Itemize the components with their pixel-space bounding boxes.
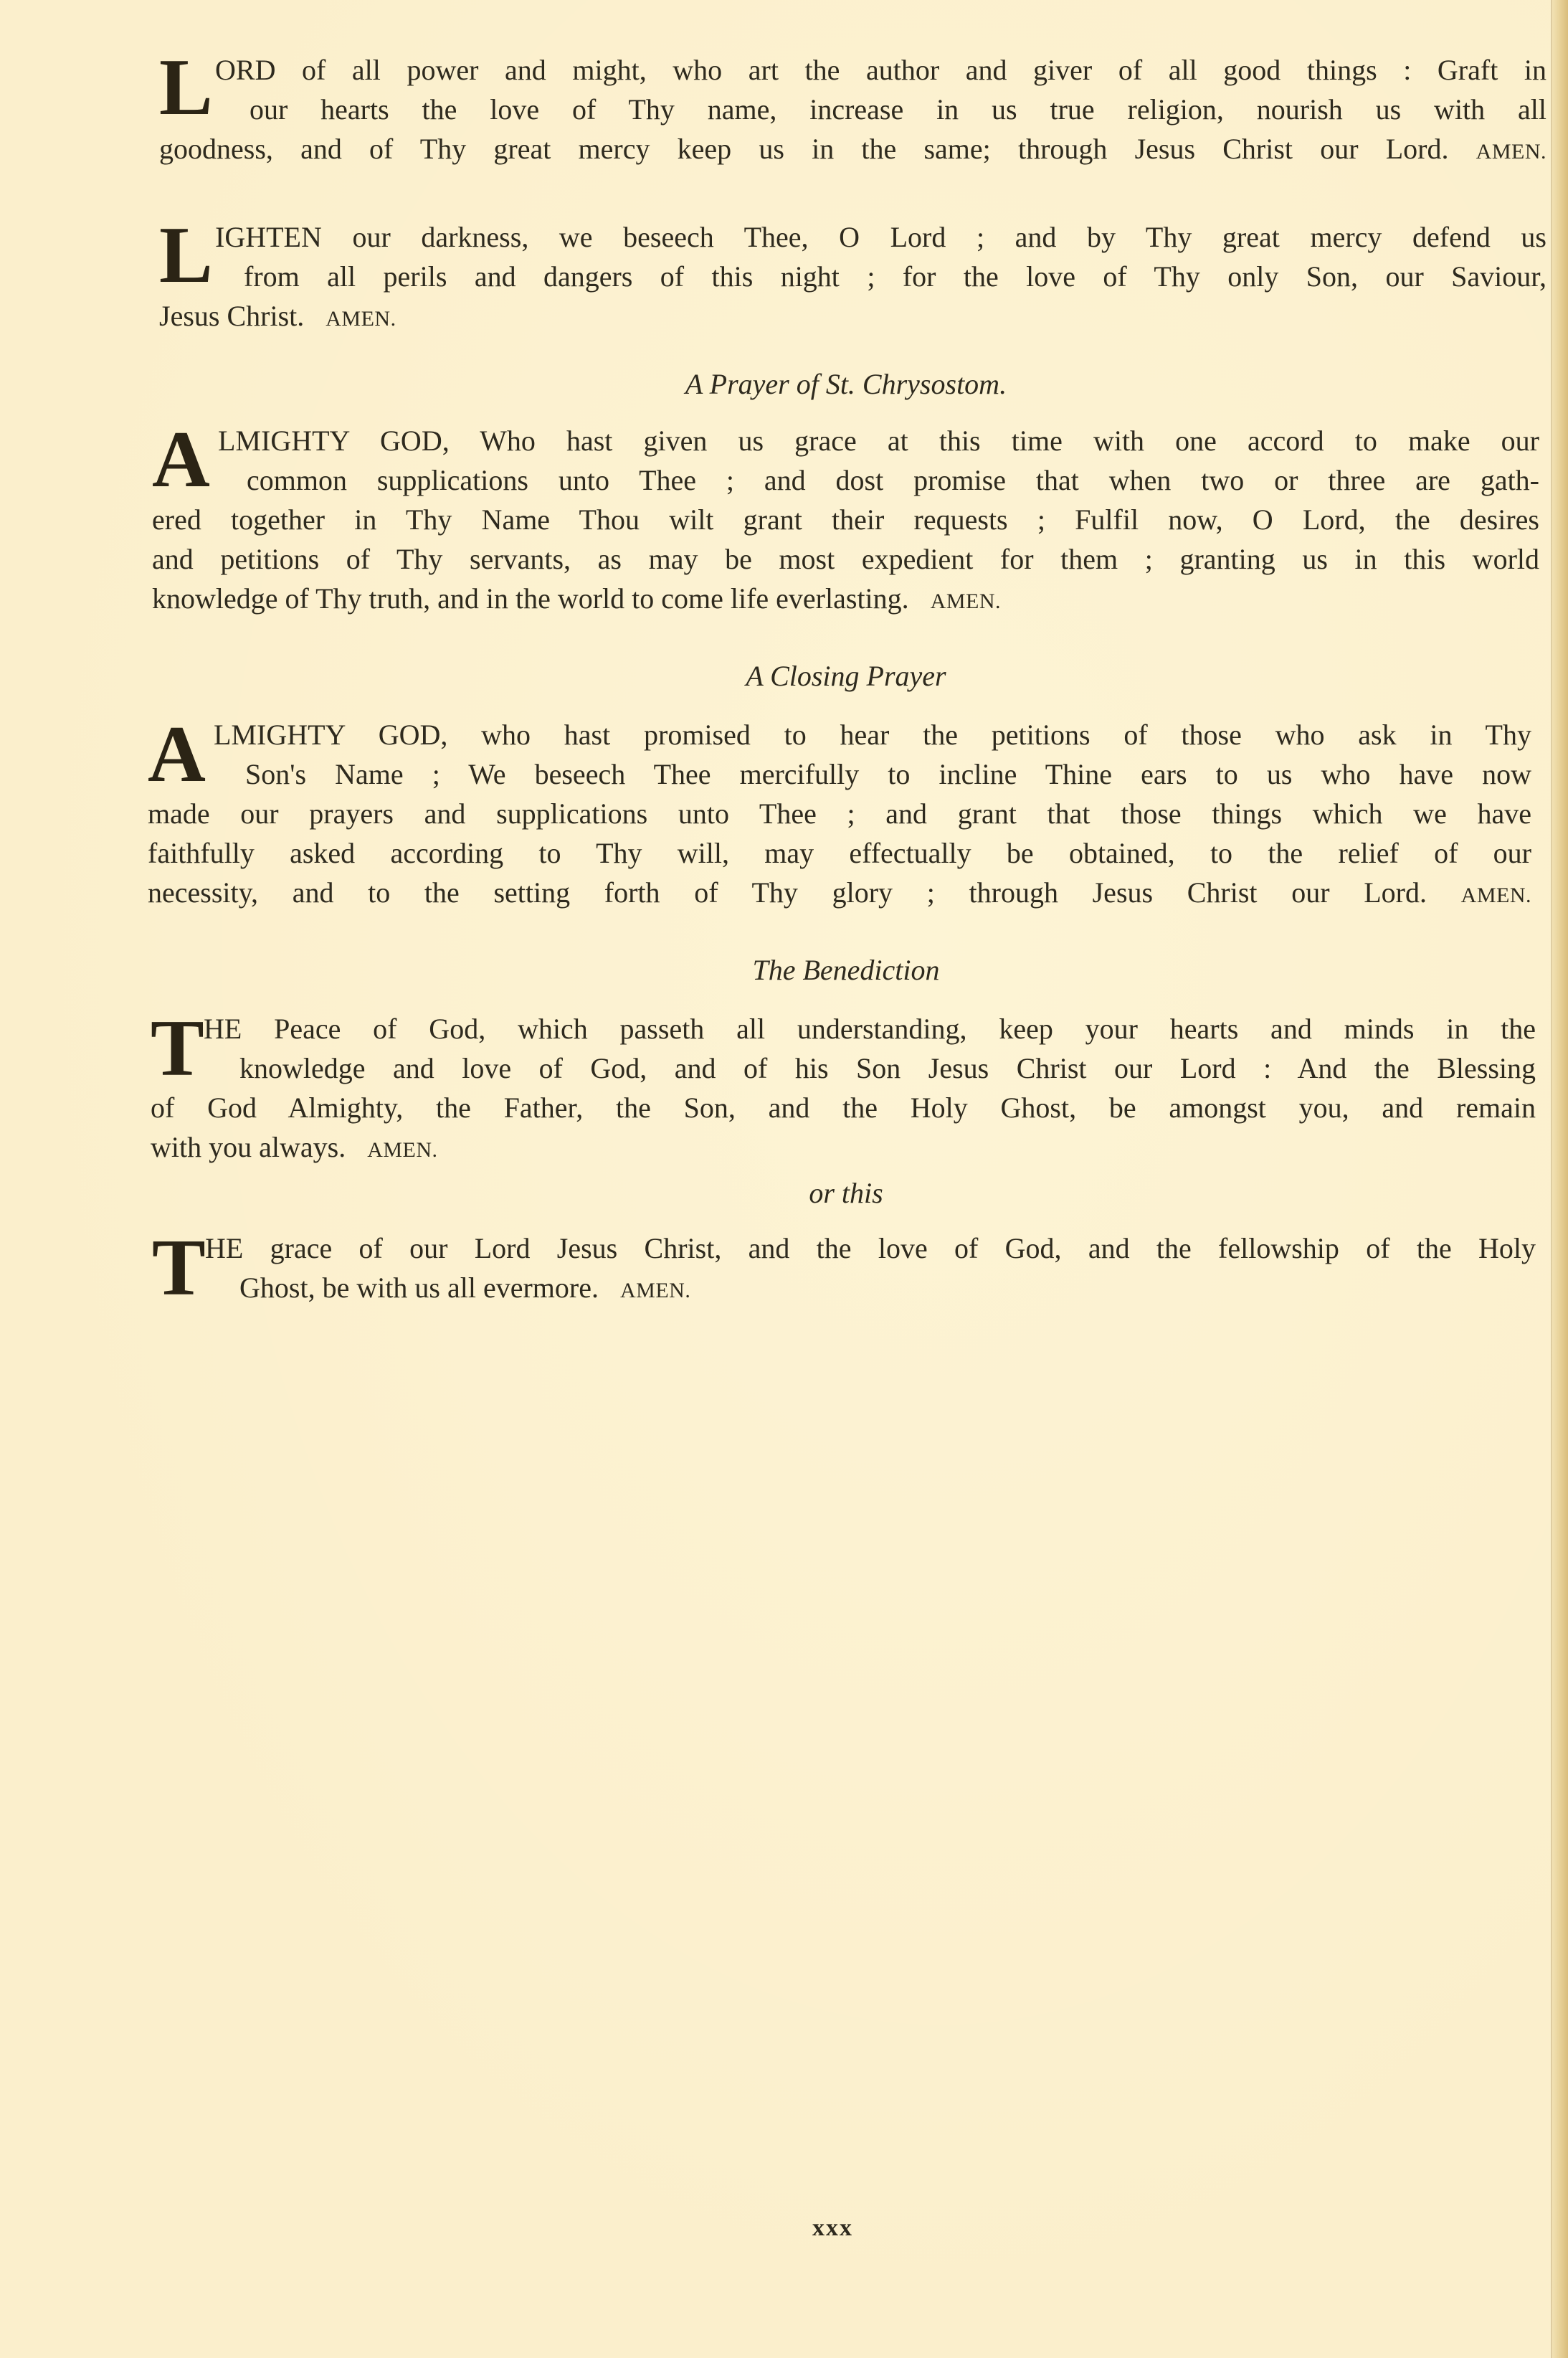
text-line: HE grace of our Lord Jesus Christ, and the love of God, and the fellowship of the Holy [205, 1232, 1536, 1264]
text-line-last [159, 296, 1546, 336]
text-line-content: Ghost, be with us all evermore. [239, 1272, 599, 1304]
text-line: common supplications unto Thee ; and dost promise that when two or three are gath- [247, 464, 1539, 496]
text-line-last [151, 1127, 1536, 1167]
prayer-lighten-our-darkness [159, 211, 1546, 336]
text-line: LMIGHTY GOD, Who hast given us grace at this time with one accord to make our [218, 425, 1539, 457]
section-heading: The Benediction [752, 954, 940, 986]
text-line: and petitions of Thy servants, as may be most expedient for them ; granting us in this world [152, 543, 1539, 575]
drop-cap: L [159, 211, 213, 300]
text-line-content: goodness, and of Thy great mercy keep us in the same; through Jesus Christ our Lord. [159, 133, 1449, 165]
text-line-content: knowledge of Thy truth, and in the world to come life everlasting. [152, 582, 909, 615]
text-line-content: with you always. [151, 1131, 346, 1163]
text-line: of God Almighty, the Father, the Son, and the Holy Ghost, be amongst you, and remain [151, 1092, 1536, 1124]
text-line-last [148, 873, 1531, 912]
text-line-last [159, 129, 1546, 169]
prayer-closing [148, 710, 1531, 912]
text-line: Son's Name ; We beseech Thee mercifully to incline Thine ears to us who have now [245, 758, 1531, 790]
text-line: ered together in Thy Name Thou wilt grant their requests ; Fulfil now, O Lord, the desires [152, 503, 1539, 536]
text-line: faithfully asked according to Thy will, may effectually be obtained, to the relief of our [148, 837, 1531, 869]
text-line-last [239, 1268, 1536, 1307]
text-line: knowledge and love of God, and of his Son Jesus Christ our Lord : And the Blessing [239, 1052, 1536, 1084]
drop-cap: L [159, 43, 213, 132]
text-line: our hearts the love of Thy name, increase in us true religion, nourish us with all [250, 93, 1546, 126]
benediction [151, 1004, 1536, 1167]
grace [152, 1223, 1536, 1312]
text-line-last [152, 579, 1539, 618]
prayer-lord-of-all-power [159, 50, 1546, 169]
text-line-content: Jesus Christ. [159, 300, 305, 332]
amen: AMEN. [1476, 140, 1546, 164]
text-line: IGHTEN our darkness, we beseech Thee, O Lord ; and by Thy great mercy defend us [215, 221, 1546, 253]
amen: AMEN. [326, 307, 396, 331]
drop-cap: T [152, 1223, 206, 1312]
page-number: xxx [812, 2215, 853, 2241]
section-heading: A Closing Prayer [746, 660, 946, 692]
amen: AMEN. [620, 1279, 691, 1302]
text-line: made our prayers and supplications unto Thee ; and grant that those things which we have [148, 797, 1531, 830]
amen: AMEN. [367, 1138, 438, 1162]
amen: AMEN. [930, 590, 1002, 613]
text-line: HE Peace of God, which passeth all understanding, keep your hearts and minds in the [204, 1013, 1536, 1045]
drop-cap: A [148, 710, 206, 799]
text-line-content: necessity, and to the setting forth of Thy glory ; through Jesus Christ our Lord. [148, 876, 1427, 909]
amen: AMEN. [1460, 884, 1531, 907]
text-line: LMIGHTY GOD, who hast promised to hear the petitions of those who ask in Thy [214, 719, 1531, 751]
drop-cap: A [152, 415, 210, 504]
section-heading: A Prayer of St. Chrysostom. [685, 368, 1007, 400]
section-heading: or this [809, 1177, 883, 1209]
text-line: from all perils and dangers of this night ; for the love of Thy only Son, our Saviour, [244, 260, 1546, 293]
prayer-st-chrysostom [152, 415, 1539, 618]
drop-cap: T [151, 1004, 204, 1093]
text-line: ORD of all power and might, who art the author and giver of all good things : Graft in [215, 54, 1546, 86]
